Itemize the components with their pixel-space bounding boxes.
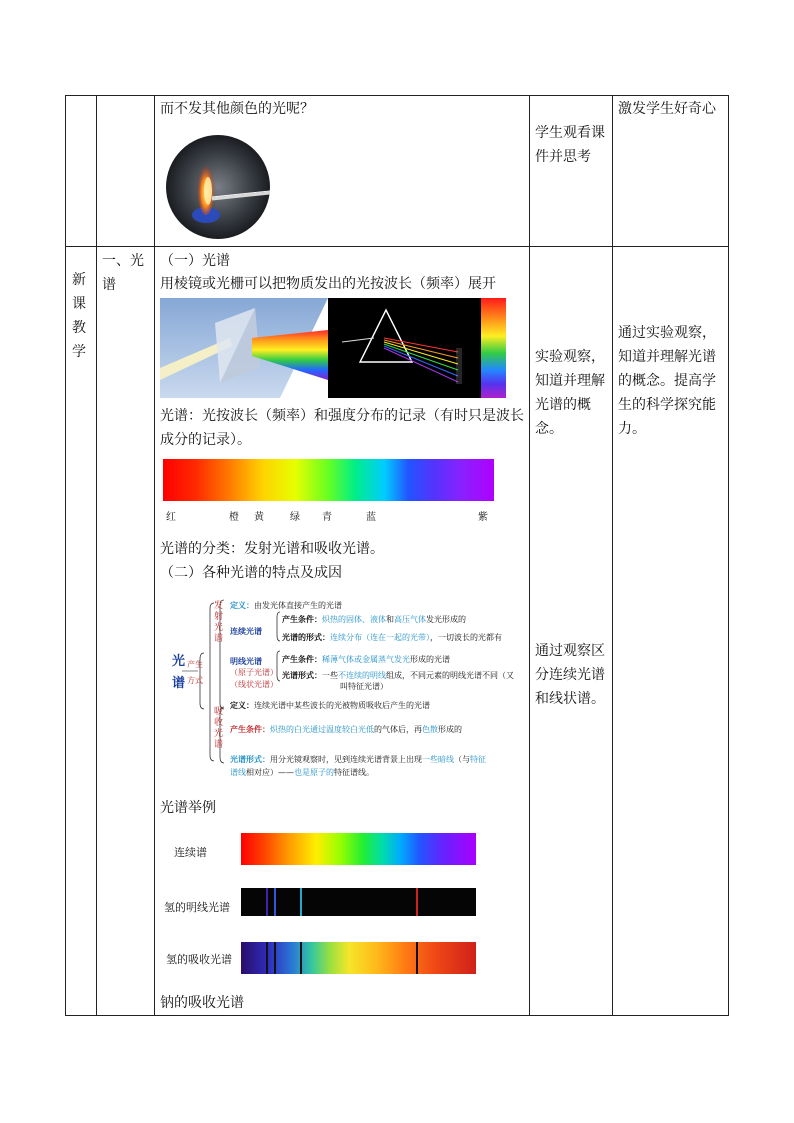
- method-top: 产生: [187, 660, 203, 669]
- continuous-spectrum-label: 连续光谱: [230, 626, 262, 636]
- absorption-line-1: [266, 942, 268, 974]
- band-label-orange: 橙: [229, 512, 239, 523]
- absorption-definition: 定义：连续光谱中某些波长的光被物质吸收后产生的光谱: [230, 700, 430, 710]
- band-label-green: 绿: [290, 512, 300, 523]
- absorption-line-3: [300, 942, 302, 974]
- prism-dispersion-diagram: [328, 298, 481, 398]
- design-intent-1: 激发学生好奇心: [618, 101, 716, 117]
- emission-line-violet: [266, 888, 268, 916]
- classification-text: 光谱的分类：发射光谱和吸收光谱。: [160, 541, 384, 557]
- example-label-continuous: 连续谱: [174, 846, 207, 859]
- section-label: [72, 268, 88, 364]
- student-activity-2: 实验观察，知道并理解光谱的概念。: [535, 349, 605, 437]
- col-line-5: [728, 95, 729, 1016]
- section-char: 教: [72, 320, 86, 336]
- absorption-form: 光谱形式：用分光镜观察时，见到连续光谱背景上出现一些暗线（与特征: [230, 754, 486, 764]
- absorption-form-cont: 谱线相对应）——也是原子的特征谱线。: [230, 768, 374, 777]
- section-char: 新: [72, 272, 86, 288]
- row-divider: [65, 246, 729, 247]
- heading-spectrum: （一）光谱: [160, 253, 230, 269]
- col-line-2: [154, 95, 155, 1016]
- example-hydrogen-emission-spectrum: [241, 888, 476, 916]
- line-condition: 产生条件：稀薄气体或金属蒸气发光形成的光谱: [282, 654, 450, 664]
- sodium-absorption-title: 钠的吸收光谱: [160, 995, 244, 1011]
- design-intent-2: 通过实验观察，知道并理解光谱的概念。提高学生的科学探究能力。: [618, 325, 716, 437]
- absorption-line-4: [416, 942, 418, 974]
- continuous-condition: 产生条件：炽热的固体、液体和高压气体发光形成的: [282, 614, 466, 624]
- emission-line-cyan: [300, 888, 302, 916]
- method-bottom: 方式: [187, 676, 203, 685]
- root-text: 光谱: [172, 654, 186, 691]
- emission-definition: 定义：由发光体直接产生的光谱: [230, 600, 342, 610]
- student-activity-3: 通过观察区分连续光谱和线状谱。: [535, 643, 605, 707]
- emission-line-red: [416, 888, 418, 916]
- absorption-line-2: [274, 942, 276, 974]
- student-activity-1: 学生观看课件并思考: [535, 125, 605, 165]
- col-line-4: [612, 95, 613, 1016]
- spectrum-concept-diagram: [160, 595, 526, 785]
- vertical-spectrum-strip: [481, 298, 506, 398]
- heading-features: （二）各种光谱的特点及成因: [160, 565, 342, 581]
- line-spectrum-label: 明线光谱: [230, 656, 262, 666]
- line-form: 光谱形式：一些不连续的明线组成，不同元素的明线光谱不同（又: [282, 670, 514, 680]
- prism-photo: [160, 298, 328, 398]
- definition-line-2: 成分的记录）。: [160, 432, 251, 448]
- examples-title: 光谱举例: [160, 800, 216, 816]
- line-form-cont: 叫特征光谱）: [340, 682, 388, 691]
- col-line-1: [96, 95, 97, 1016]
- emission-line-blue: [274, 888, 276, 916]
- band-label-red: 红: [166, 512, 176, 523]
- band-label-cyan: 青: [322, 512, 332, 523]
- continuous-spectrum-bar: [163, 459, 494, 501]
- flame-photo: [166, 135, 270, 239]
- table-top-border: [65, 95, 729, 96]
- question-text: 而不发其他颜色的光呢？: [160, 101, 314, 117]
- section-char: 学: [72, 344, 86, 360]
- col-line-3: [529, 95, 530, 1016]
- line-spectrum-alt2: （线状光谱）: [230, 680, 278, 689]
- table-bottom-border: [65, 1015, 729, 1016]
- sub-section-label: 一、光谱: [102, 253, 144, 293]
- root-label: [172, 651, 186, 695]
- example-hydrogen-absorption-spectrum: [241, 942, 476, 974]
- line-spectrum-alt: （原子光谱）: [230, 668, 278, 677]
- example-continuous-spectrum: [241, 833, 476, 865]
- col-line-0: [65, 95, 66, 1016]
- section-char: 课: [72, 296, 86, 312]
- example-label-hydrogen-absorption: 氢的吸收光谱: [166, 953, 232, 966]
- definition-line-1: 光谱：光按波长（频率）和强度分布的记录（有时只是波长: [160, 408, 524, 424]
- intro-text: 用棱镜或光栅可以把物质发出的光按波长（频率）展开: [160, 276, 496, 292]
- continuous-form: 光谱的形式：连续分布（连在一起的光带），一切波长的光都有: [282, 632, 502, 642]
- absorption-condition: 产生条件：炽热的白光通过温度较白光低的气体后，再色散形成的: [230, 724, 462, 734]
- band-label-yellow: 黄: [254, 512, 264, 523]
- emission-label: 发射光谱: [214, 601, 224, 644]
- example-label-hydrogen-emission: 氢的明线光谱: [164, 901, 230, 914]
- absorption-label: 吸收光谱: [214, 707, 224, 750]
- band-label-violet: 紫: [478, 512, 488, 523]
- band-label-blue: 蓝: [366, 512, 376, 523]
